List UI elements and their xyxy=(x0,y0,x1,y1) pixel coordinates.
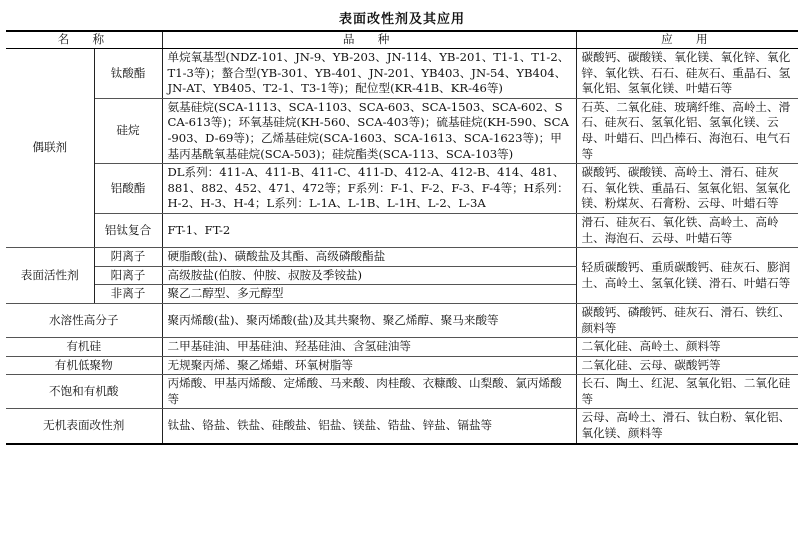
subtype-nonionic: 非离子 xyxy=(94,285,162,304)
category-unsaturated: 不饱和有机酸 xyxy=(6,375,162,409)
header-application: 应 用 xyxy=(576,31,798,49)
products-cationic: 高级胺盐(伯胺、仲胺、叔胺及季铵盐) xyxy=(162,266,576,285)
applications-surfactant: 轻质碳酸钙、重质碳酸钙、硅灰石、膨润土、高岭土、氢氧化镁、滑石、叶蜡石等 xyxy=(576,248,798,304)
applications-silane: 石英、二氧化硅、玻璃纤维、高岭土、滑石、硅灰石、氢氧化铝、氢氧化镁、云母、叶蜡石、凹凸棒石、海泡石、电气石等 xyxy=(576,98,798,163)
table-row xyxy=(6,303,798,337)
subtype-cationic: 阳离子 xyxy=(94,266,162,285)
applications-water-polymer: 碳酸钙、磷酸钙、硅灰石、滑石、铁红、颜料等 xyxy=(576,303,798,337)
products-water-polymer: 聚丙烯酸(盐)、聚丙烯酸(盐)及其共聚物、聚乙烯醇、聚马来酸等 xyxy=(162,303,576,337)
category-silicone: 有机硅 xyxy=(6,338,162,357)
category-oligomer: 有机低聚物 xyxy=(6,356,162,375)
products-nonionic: 聚乙二醇型、多元醇型 xyxy=(162,285,576,304)
applications-oligomer: 二氧化硅、云母、碳酸钙等 xyxy=(576,356,798,375)
applications-aluminate: 碳酸钙、碳酸镁、高岭土、滑石、硅灰石、氧化铁、重晶石、氢氧化铝、氢氧化镁、粉煤灰、石膏粉、云母、叶蜡石等 xyxy=(576,164,798,214)
subtype-silane: 硅烷 xyxy=(94,98,162,163)
table-row xyxy=(6,375,798,409)
applications-unsaturated: 长石、陶土、红泥、氢氧化铝、二氧化硅等 xyxy=(576,375,798,409)
category-inorganic: 无机表面改性剂 xyxy=(6,409,162,444)
subtype-titanate: 钛酸酯 xyxy=(94,49,162,99)
category-water-polymer: 水溶性高分子 xyxy=(6,303,162,337)
applications-titanate: 碳酸钙、碳酸镁、氧化镁、氧化锌、氧化锌、氧化铁、石石、硅灰石、重晶石、氢氧化铝、氢氧化镁、叶蜡石等 xyxy=(576,49,798,99)
table-row xyxy=(6,409,798,444)
table-row xyxy=(6,164,798,214)
table-row xyxy=(6,49,798,99)
header-row xyxy=(6,31,798,49)
table-row xyxy=(6,338,798,357)
applications-inorganic: 云母、高岭土、滑石、钛白粉、氧化铝、氧化镁、颜料等 xyxy=(576,409,798,444)
products-silicone: 二甲基硅油、甲基硅油、羟基硅油、含氢硅油等 xyxy=(162,338,576,357)
table-title: 表面改性剂及其应用 xyxy=(338,12,465,27)
subtype-aluminate: 铝酸酯 xyxy=(94,164,162,214)
products-unsaturated: 丙烯酸、甲基丙烯酸、定烯酸、马来酸、肉桂酸、衣糠酸、山梨酸、氯丙烯酸等 xyxy=(162,375,576,409)
subtype-anionic: 阴离子 xyxy=(94,248,162,267)
header-product: 品 种 xyxy=(162,31,576,49)
surface-modifier-table xyxy=(6,30,798,445)
applications-silicone: 二氧化硅、高岭土、颜料等 xyxy=(576,338,798,357)
subtype-al-ti: 铝钛复合 xyxy=(94,213,162,247)
table-row xyxy=(6,98,798,163)
products-al-ti: FT-1、FT-2 xyxy=(162,213,576,247)
category-coupling: 偶联剂 xyxy=(6,49,94,248)
table-row xyxy=(6,248,798,267)
products-silane: 氨基硅烷(SCA-1113、SCA-1103、SCA-603、SCA-1503、SCA-602、SCA-613等)；环氧基硅烷(KH-560、SCA-403等)；硫基硅烷(KH-590、SCA-903、D-69等)；乙烯基硅烷(SCA-1603、SCA-1613、SCA-1623等)；甲基丙基酰氧基硅烷(SCA-503)；硅烷酯类(SCA-113、SCA-103等) xyxy=(162,98,576,163)
products-anionic: 硬脂酸(盐)、磺酸盐及其酯、高级磷酸酯盐 xyxy=(162,248,576,267)
table-row xyxy=(6,213,798,247)
applications-al-ti: 滑石、硅灰石、氧化铁、高岭土、高岭土、海泡石、云母、叶蜡石等 xyxy=(576,213,798,247)
category-surfactant: 表面活性剂 xyxy=(6,248,94,304)
products-titanate: 单烷氧基型(NDZ-101、JN-9、YB-203、JN-114、YB-201、T1-1、T1-2、T1-3等)；螯合型(YB-301、YB-401、JN-201、YB403、JN-54、YB404、JN-AT、YB405、T2-1、T3-1等)；配位型(KR-41B、KR-46等) xyxy=(162,49,576,99)
products-aluminate: DL系列：411-A、411-B、411-C、411-D、412-A、412-B、414、481、881、882、452、471、472等；F系列：F-1、F-2、F-3、F-4等；H系列：H-2、H-3、H-4；L系列：L-1A、L-1B、L-1H、L-2、L-3A xyxy=(162,164,576,214)
products-inorganic: 钛盐、铬盐、铁盐、硅酸盐、铝盐、镁盐、锆盐、锌盐、镉盐等 xyxy=(162,409,576,444)
table-row xyxy=(6,356,798,375)
header-name: 名 称 xyxy=(6,31,162,49)
products-oligomer: 无规聚丙烯、聚乙烯蜡、环氧树脂等 xyxy=(162,356,576,375)
